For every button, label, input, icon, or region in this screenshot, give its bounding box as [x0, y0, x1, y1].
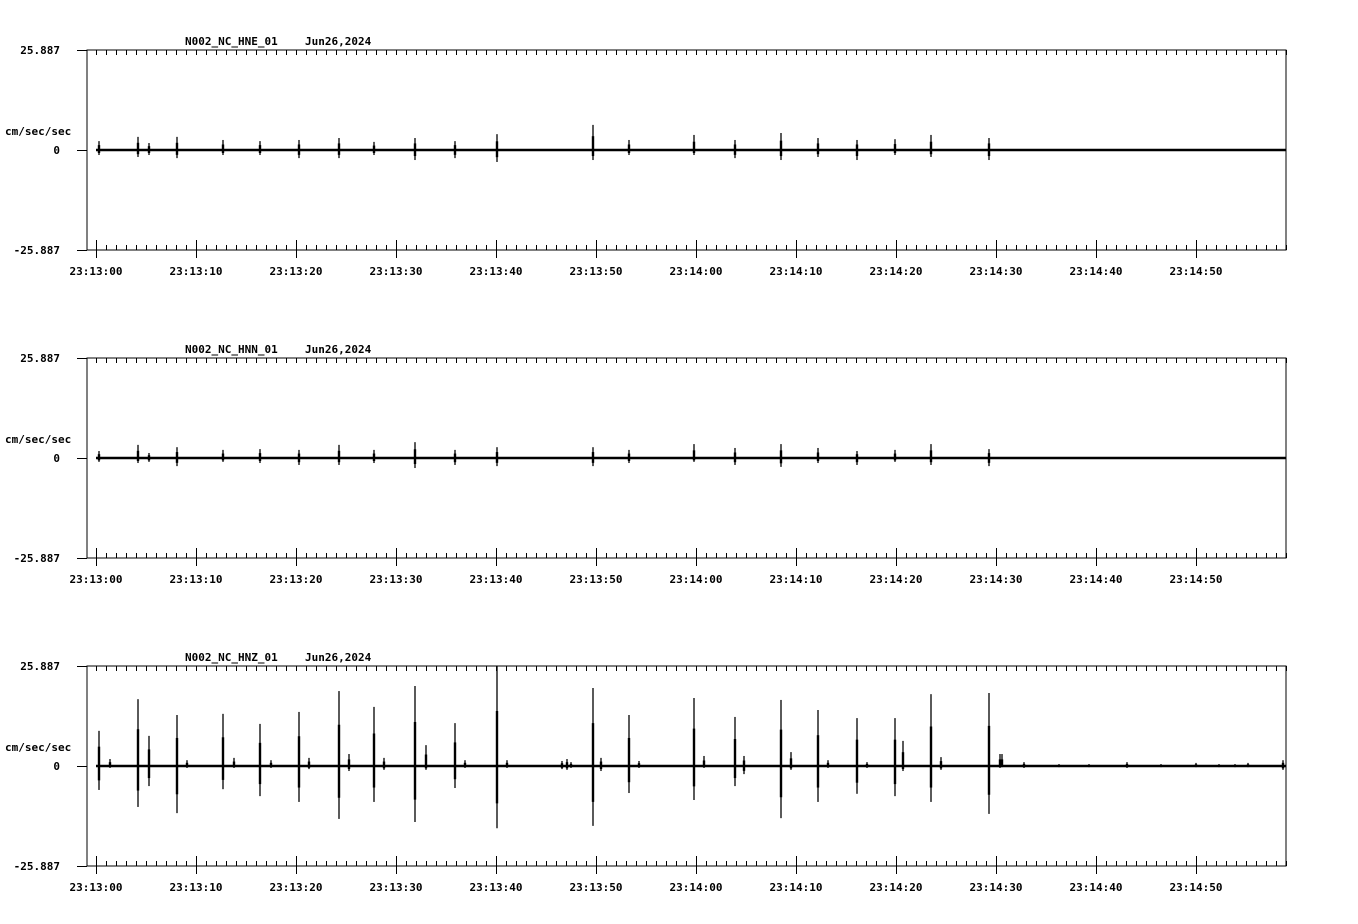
x-tick-label: 23:14:50	[1169, 265, 1223, 278]
station-title: N002_NC_HNN_01	[185, 343, 278, 356]
x-tick-label: 23:13:20	[269, 265, 323, 278]
x-tick-label: 23:13:40	[469, 573, 523, 586]
x-tick-label: 23:13:10	[169, 265, 223, 278]
x-tick-label: 23:14:00	[669, 573, 723, 586]
x-tick-label: 23:13:10	[169, 881, 223, 894]
date-title: Jun26,2024	[305, 35, 372, 48]
y-axis-label: cm/sec/sec	[5, 125, 72, 138]
x-tick-label: 23:14:10	[769, 573, 823, 586]
y-tick-label: 0	[53, 144, 60, 157]
panel-n002_nc_hne_01	[5, 35, 1287, 278]
date-title: Jun26,2024	[305, 343, 372, 356]
y-tick-label: 25.887	[20, 660, 60, 673]
y-tick-label: 25.887	[20, 44, 60, 57]
x-tick-label: 23:14:30	[969, 881, 1023, 894]
x-tick-label: 23:13:30	[369, 265, 423, 278]
x-tick-label: 23:13:00	[69, 881, 123, 894]
x-tick-label: 23:13:20	[269, 573, 323, 586]
x-tick-label: 23:14:20	[869, 265, 923, 278]
x-tick-label: 23:14:10	[769, 265, 823, 278]
y-tick-label: -25.887	[13, 552, 60, 565]
y-axis-label: cm/sec/sec	[5, 741, 72, 754]
x-tick-label: 23:14:20	[869, 881, 923, 894]
panel-n002_nc_hnz_01	[5, 651, 1287, 894]
x-tick-label: 23:13:30	[369, 881, 423, 894]
station-title: N002_NC_HNE_01	[185, 35, 278, 48]
panel-n002_nc_hnn_01	[5, 343, 1287, 586]
date-title: Jun26,2024	[305, 651, 372, 664]
y-tick-label: 25.887	[20, 352, 60, 365]
y-tick-label: 0	[53, 760, 60, 773]
y-tick-label: -25.887	[13, 244, 60, 257]
x-tick-label: 23:14:40	[1069, 265, 1123, 278]
y-tick-label: 0	[53, 452, 60, 465]
y-tick-label: -25.887	[13, 860, 60, 873]
x-tick-label: 23:14:30	[969, 265, 1023, 278]
x-tick-label: 23:13:00	[69, 265, 123, 278]
x-tick-label: 23:14:10	[769, 881, 823, 894]
x-tick-label: 23:13:50	[569, 573, 623, 586]
x-tick-label: 23:13:10	[169, 573, 223, 586]
x-tick-label: 23:13:20	[269, 881, 323, 894]
x-tick-label: 23:13:30	[369, 573, 423, 586]
x-tick-label: 23:14:50	[1169, 573, 1223, 586]
x-tick-label: 23:14:50	[1169, 881, 1223, 894]
x-tick-label: 23:13:40	[469, 881, 523, 894]
x-tick-label: 23:13:50	[569, 265, 623, 278]
station-title: N002_NC_HNZ_01	[185, 651, 278, 664]
x-tick-label: 23:13:00	[69, 573, 123, 586]
x-tick-label: 23:13:50	[569, 881, 623, 894]
x-tick-label: 23:14:00	[669, 265, 723, 278]
x-tick-label: 23:14:30	[969, 573, 1023, 586]
x-tick-label: 23:14:40	[1069, 573, 1123, 586]
x-tick-label: 23:13:40	[469, 265, 523, 278]
y-axis-label: cm/sec/sec	[5, 433, 72, 446]
x-tick-label: 23:14:40	[1069, 881, 1123, 894]
x-tick-label: 23:14:00	[669, 881, 723, 894]
x-tick-label: 23:14:20	[869, 573, 923, 586]
